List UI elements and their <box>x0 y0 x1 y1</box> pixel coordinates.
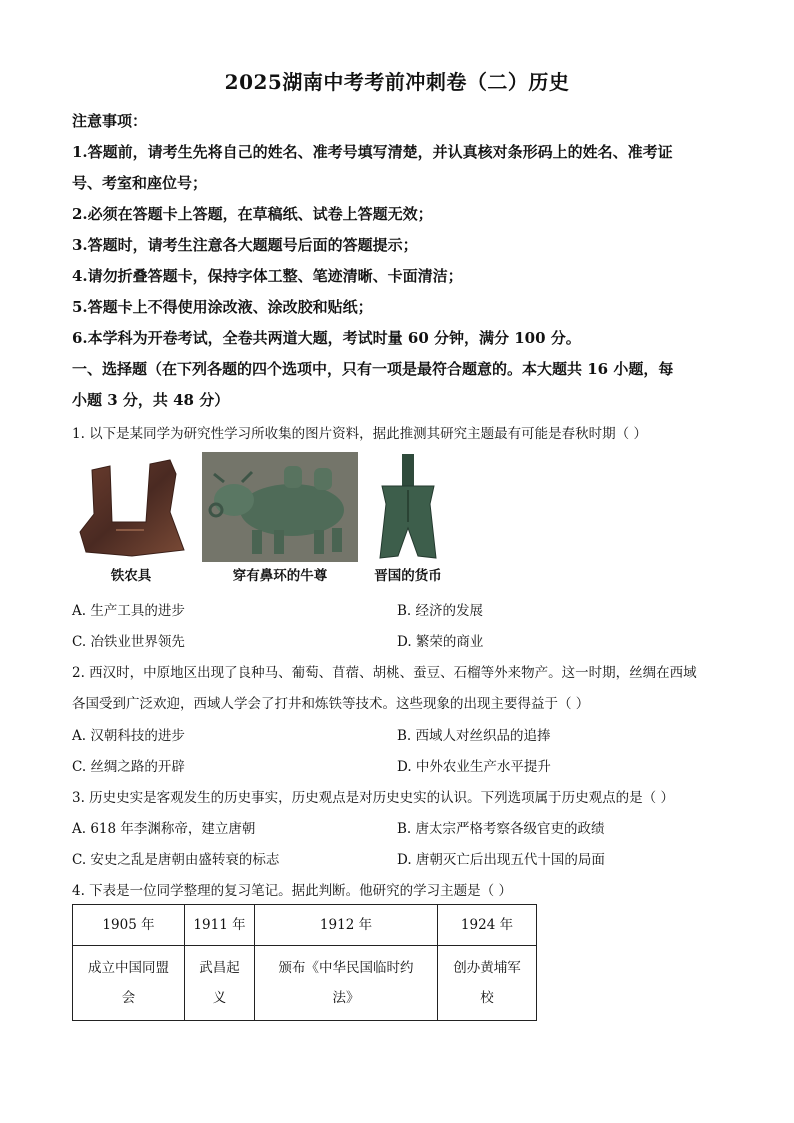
page-title: 2025湖南中考考前冲刺卷（二）历史 <box>224 70 570 94</box>
q2-option-d[interactable]: D. 中外农业生产水平提升 <box>397 759 551 775</box>
notice-item: 2.必须在答题卡上答题，在草稿纸、试卷上答题无效； <box>72 205 433 223</box>
notice-item: 6.本学科为开卷考试，全卷共两道大题，考试时量 60 分钟，满分 100 分。 <box>72 329 581 347</box>
q2-stem: 2. 西汉时，中原地区出现了良种马、葡萄、苜蓿、胡桃、蚕豆、石榴等外来物产。这一时期，丝绸在西域 <box>72 665 697 681</box>
q1-caption: 晋国的货币 <box>374 568 442 584</box>
table-cell <box>185 946 255 1021</box>
q2-option-b[interactable]: B. 西域人对丝织品的追捧 <box>397 728 551 744</box>
q1-option-c[interactable]: C. 冶铁业世界领先 <box>72 634 185 650</box>
table-header-cell: 1912 年 <box>255 905 438 946</box>
notice-item: 1.答题前，请考生先将自己的姓名、准考号填写清楚，并认真核对条形码上的姓名、准考证 <box>72 143 673 161</box>
table-header-cell: 1911 年 <box>185 905 255 946</box>
ox-zun-image <box>202 452 358 562</box>
notice-item: 号、考室和座位号； <box>72 174 208 192</box>
q1-option-d[interactable]: D. 繁荣的商业 <box>397 634 484 650</box>
cell-line: 会 <box>121 990 136 1006</box>
table-cell <box>255 946 438 1021</box>
q2-option-a[interactable]: A. 汉朝科技的进步 <box>72 728 185 744</box>
table-header-cell: 1924 年 <box>438 905 537 946</box>
cell-line: 武昌起 <box>199 960 240 976</box>
cell-line: 创办黄埔军 <box>453 960 521 976</box>
q3-option-b[interactable]: B. 唐太宗严格考察各级官吏的政绩 <box>397 821 605 837</box>
q1-caption: 铁农具 <box>110 568 152 584</box>
table-cell <box>73 946 185 1021</box>
q1-stem: 1. 以下是某同学为研究性学习所收集的图片资料，据此推测其研究主题最有可能是春秋时期（ ） <box>72 426 647 442</box>
table-cell <box>438 946 537 1021</box>
cell-line: 成立中国同盟 <box>88 960 169 976</box>
q3-option-c[interactable]: C. 安史之乱是唐朝由盛转衰的标志 <box>72 852 280 868</box>
review-notes-table <box>72 904 537 1021</box>
q1-option-a[interactable]: A. 生产工具的进步 <box>72 603 185 619</box>
section-heading-cont: 小题 3 分，共 48 分） <box>72 391 230 409</box>
notice-heading: 注意事项： <box>72 112 148 130</box>
cell-line: 义 <box>212 990 227 1006</box>
q1-option-b[interactable]: B. 经济的发展 <box>397 603 484 619</box>
notice-item: 4.请勿折叠答题卡，保持字体工整、笔迹清晰、卡面清洁； <box>72 267 463 285</box>
q3-option-d[interactable]: D. 唐朝灭亡后出现五代十国的局面 <box>397 852 605 868</box>
table-row <box>73 905 537 946</box>
spade-coin-image <box>368 452 448 560</box>
q3-stem: 3. 历史史实是客观发生的历史事实，历史观点是对历史史实的认识。下列选项属于历史观点的是（ ） <box>72 790 674 806</box>
cell-line: 校 <box>480 990 494 1006</box>
q2-option-c[interactable]: C. 丝绸之路的开辟 <box>72 759 185 775</box>
cell-line: 法》 <box>332 990 360 1006</box>
q2-stem-cont: 各国受到广泛欢迎，西域人学会了打井和炼铁等技术。这些现象的出现主要得益于（ ） <box>72 696 590 712</box>
iron-tool-image <box>72 452 190 560</box>
q1-caption: 穿有鼻环的牛尊 <box>232 568 328 584</box>
notice-item: 5.答题卡上不得使用涂改液、涂改胶和贴纸； <box>72 298 373 316</box>
q3-option-a[interactable]: A. 618 年李渊称帝，建立唐朝 <box>72 821 256 837</box>
table-row <box>73 946 537 1021</box>
table-header-cell: 1905 年 <box>73 905 185 946</box>
notice-item: 3.答题时，请考生注意各大题题号后面的答题提示； <box>72 236 418 254</box>
q4-stem: 4. 下表是一位同学整理的复习笔记。据此判断。他研究的学习主题是（ ） <box>72 883 512 899</box>
cell-line: 颁布《中华民国临时约 <box>278 960 414 976</box>
section-heading: 一、选择题（在下列各题的四个选项中，只有一项是最符合题意的。本大题共 16 小题，每 <box>72 360 674 378</box>
